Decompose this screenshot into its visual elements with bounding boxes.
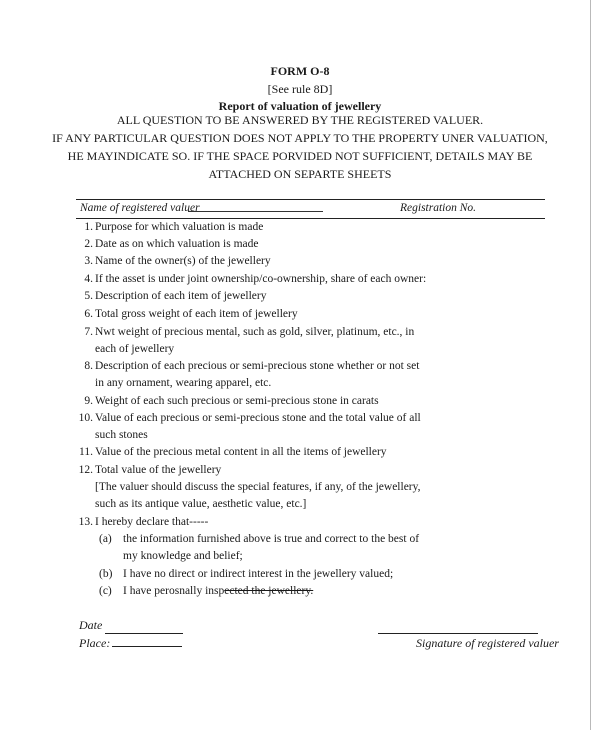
date-label: Date [79, 618, 103, 632]
intro-line-4: ATTACHED ON SEPARTE SHEETS [208, 167, 392, 181]
registration-label: Registration No. [400, 202, 477, 214]
form-number: FORM O-8 [270, 64, 330, 78]
form-page: FORM O-8 [See rule 8D] Report of valuation of jewellery ALL QUESTION TO BE ANSWERED BY THE REGISTERED VALUER. IF ANY PARTICULAR QUESTION DOES NOT APPLY TO THE PROPERTY UNER VALUATION, HE MAYINDICATE SO. IF THE SPACE PORVIDED NOT SUFFICIENT, DETAILS MAY BE ATTACHED ON SEPARTE SHEETS Name of registered valuer Registration No. 1. Purpose for which valuation is made 2. Date as on which valuation is made 3. Name of the owner(s) of the jewellery 4. If the asset is under joint ownership/co-ownership, share of each owner: 5. Description of each item of jewellery 6. Total gross weight of each item of jewellery 7. Nwt weight of precious mental, such as gold, silver, platinum, etc., in each of jewellery 8. Description of each precious or semi-precious stone whether or not set in any ornament, wearing apparel, etc. 9. Weight of each such precious or semi-precious stone in carats 10. Value of each precious or semi-precious stone and the total value of all such stones 11. Value of the precious metal content in all the items of jewellery 12. Total value of the jewellery [The valuer should discuss the special features, if any, of the jewellery, such as its antique value, aesthetic value, etc.] 13. I hereby declare that----- (a) the information furnished above is true and correct to the best of my knowledge and belief; (b) I have no direct or indirect interest in the jewellery valued; (c) I have perosnally inspected the jewellery. Date Place: Signature of registered valuer [0, 0, 600, 730]
place-label: Place: [79, 636, 111, 650]
valuer-name-blank[interactable] [188, 211, 323, 212]
intro-line-3: HE MAYINDICATE SO. IF THE SPACE PORVIDED NOT SUFFICIENT, DETAILS MAY BE [67, 149, 533, 163]
rule-reference: [See rule 8D] [267, 82, 333, 96]
form-title: Report of valuation of jewellery [218, 99, 382, 113]
place-field-line[interactable] [112, 646, 182, 647]
valuer-row [76, 202, 544, 217]
valuer-name-label: Name of registered valuer [80, 202, 200, 214]
top-rule [76, 199, 545, 200]
signature-label: Signature of registered valuer [416, 636, 559, 650]
intro-line-1: ALL QUESTION TO BE ANSWERED BY THE REGISTERED VALUER. [116, 113, 484, 127]
struck-text: ected the jewellery. [224, 585, 314, 597]
date-field-line[interactable] [105, 633, 183, 634]
signature-line[interactable] [378, 633, 538, 634]
intro-line-2: IF ANY PARTICULAR QUESTION DOES NOT APPLY TO THE PROPERTY UNER VALUATION, [52, 131, 548, 145]
